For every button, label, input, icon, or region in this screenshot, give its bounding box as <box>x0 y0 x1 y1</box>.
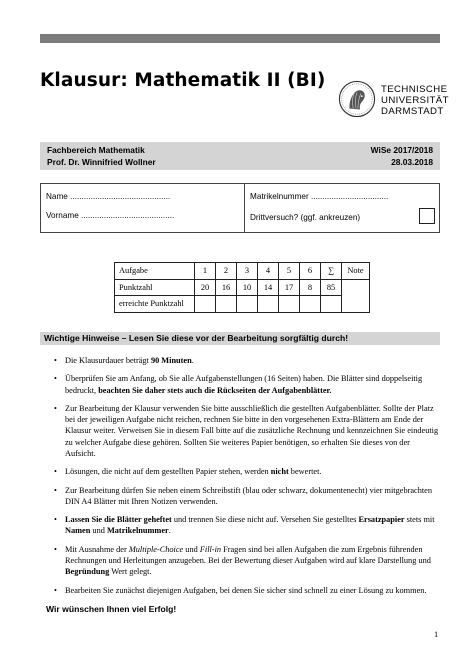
hint-text: Die Klausurdauer beträgt <box>65 356 151 365</box>
max-points: 16 <box>216 279 237 296</box>
university-line-3: DARMSTADT <box>381 106 444 118</box>
hint-text: . <box>168 526 171 536</box>
achieved-cell[interactable] <box>279 296 300 313</box>
exam-date: 28.03.2018 <box>391 157 433 168</box>
max-points: 8 <box>300 279 321 296</box>
university-line-1: TECHNISCHE <box>381 84 448 95</box>
hints-heading-bar <box>40 332 440 345</box>
table-row <box>115 279 370 296</box>
max-points: 20 <box>195 279 216 296</box>
task-number: 2 <box>216 263 237 280</box>
hint-emphasis: Begründung <box>65 567 110 577</box>
max-points: 14 <box>258 279 279 296</box>
drittversuch-label: Drittversuch? (ggf. ankreuzen) <box>250 213 361 222</box>
grade-cell[interactable] <box>342 279 370 312</box>
list-item <box>54 373 441 395</box>
hint-text: und <box>90 526 107 536</box>
total-points: 85 <box>321 279 342 296</box>
table-row <box>115 263 370 280</box>
professor: Prof. Dr. Winnifried Wollner <box>47 157 156 168</box>
hint-italic: Multiple-Choice <box>128 544 184 554</box>
hint-text: Zur Bearbeitung dürfen Sie neben einem Schreibstift (blau oder schwarz, dokumentenecht) vier mitgebrachten DIN A4 Blätter mit Ihren Notizen verwenden. <box>65 485 433 506</box>
max-points: 17 <box>279 279 300 296</box>
hint-emphasis: 90 Minuten <box>150 356 192 365</box>
row-label-aufgabe: Aufgabe <box>115 263 195 280</box>
achieved-cell[interactable] <box>216 296 237 313</box>
list-item <box>54 403 441 459</box>
matrikel-field[interactable]: Matrikelnummer .................................. <box>250 192 389 201</box>
hints-list <box>54 355 441 603</box>
hint-text: Mit Ausnahme der <box>65 544 129 554</box>
hint-emphasis: beachten Sie daher stets auch die Rückseiten der Aufgabenblätter. <box>98 385 332 395</box>
university-emblem-icon <box>338 80 376 118</box>
hint-emphasis: Matrikelnummer <box>106 526 169 536</box>
university-logo-text <box>381 84 449 118</box>
closing-remark: Wir wünschen Ihnen viel Erfolg! <box>46 604 177 614</box>
semester: WiSe 2017/2018 <box>370 145 433 155</box>
name-field[interactable]: Name ............................................ <box>46 192 171 201</box>
table-row <box>115 296 370 313</box>
task-number: 5 <box>279 263 300 280</box>
hint-text: Überprüfen Sie am Anfang, ob Sie alle Aufgabenstellungen (16 Seiten) haben. Die Blätter sind doppelseitig bedruckt, <box>65 374 423 395</box>
points-table <box>114 262 370 313</box>
course-header <box>40 142 440 170</box>
university-line-2: UNIVERSITÄT <box>381 95 449 107</box>
drittversuch-checkbox[interactable] <box>419 208 435 224</box>
hint-emphasis: Ersatzpapier <box>358 515 405 525</box>
achieved-cell[interactable] <box>300 296 321 313</box>
top-bar <box>40 34 440 43</box>
hint-emphasis: Lassen Sie die Blätter geheftet <box>65 515 172 525</box>
hint-text: bewertet. <box>288 467 322 477</box>
row-label-punktzahl: Punktzahl <box>115 279 195 296</box>
list-item <box>54 355 441 366</box>
page-number: 1 <box>434 630 439 639</box>
row-label-erreicht: erreichte Punktzahl <box>115 296 195 313</box>
list-item <box>54 485 441 507</box>
task-number: 6 <box>300 263 321 280</box>
list-item <box>54 544 441 578</box>
hint-text: . <box>191 356 194 365</box>
hint-text: stets mit <box>404 515 435 525</box>
vorname-field[interactable]: Vorname ......................................... <box>46 211 175 220</box>
hint-text: Bearbeiten Sie zunächst diejenigen Aufgaben, bei denen Sie sicher sind schnell zu einer Lösung zu kommen. <box>65 585 427 595</box>
note-label: Note <box>342 263 370 280</box>
hint-emphasis: Namen <box>65 526 91 536</box>
hint-text: und <box>183 544 200 554</box>
achieved-total-cell[interactable] <box>321 296 342 313</box>
hint-text: Lösungen, die nicht auf dem gestellten Papier stehen, werden <box>65 467 271 477</box>
hint-emphasis: nicht <box>270 467 289 477</box>
hint-text: Wert gelegt. <box>109 567 152 577</box>
page-title: Klausur: Mathematik II (BI) <box>40 70 326 91</box>
hint-italic: Fill-in <box>199 544 222 554</box>
hint-text: Fragen sind bei allen Aufgaben die zum Ergebnis führenden Rechnungen und Herleitungen anzugeben. Bei der Bewertung dieser Aufgaben wird auf klare Darstellung und <box>65 544 431 565</box>
task-number: 4 <box>258 263 279 280</box>
list-item <box>54 585 441 596</box>
sum-symbol: ∑ <box>321 263 342 280</box>
student-info-box <box>40 183 440 233</box>
list-item <box>54 514 441 536</box>
hints-heading: Wichtige Hinweise – Lesen Sie diese vor der Bearbeitung sorgfältig durch! <box>44 333 349 343</box>
task-number: 3 <box>237 263 258 280</box>
task-number: 1 <box>195 263 216 280</box>
achieved-cell[interactable] <box>195 296 216 313</box>
achieved-cell[interactable] <box>237 296 258 313</box>
achieved-cell[interactable] <box>258 296 279 313</box>
hint-text: und trennen Sie diese nicht auf. Versehen Sie gestelltes <box>171 515 359 525</box>
info-divider <box>244 184 245 232</box>
list-item <box>54 466 441 477</box>
hint-text: Zur Bearbeitung der Klausur verwenden Sie bitte ausschließlich die gestellten Aufgabenblätter. Sollte der Platz bei der jeweiligen Aufgabe nicht reichen, rechnen Sie bitte in den vorgesehenen Extra-Blättern am Ende der Klausur weiter. Verweisen Sie in diesem Fall bitte auf die zusätzliche Rechnung und kennzeichnen Sie eindeutig zu welcher Aufgabe diese gehören. Sollten Sie weiteres Papier benötigen, so erhalten Sie dieses von der Aufsicht. <box>65 403 439 458</box>
department: Fachbereich Mathematik <box>47 145 145 155</box>
max-points: 10 <box>237 279 258 296</box>
